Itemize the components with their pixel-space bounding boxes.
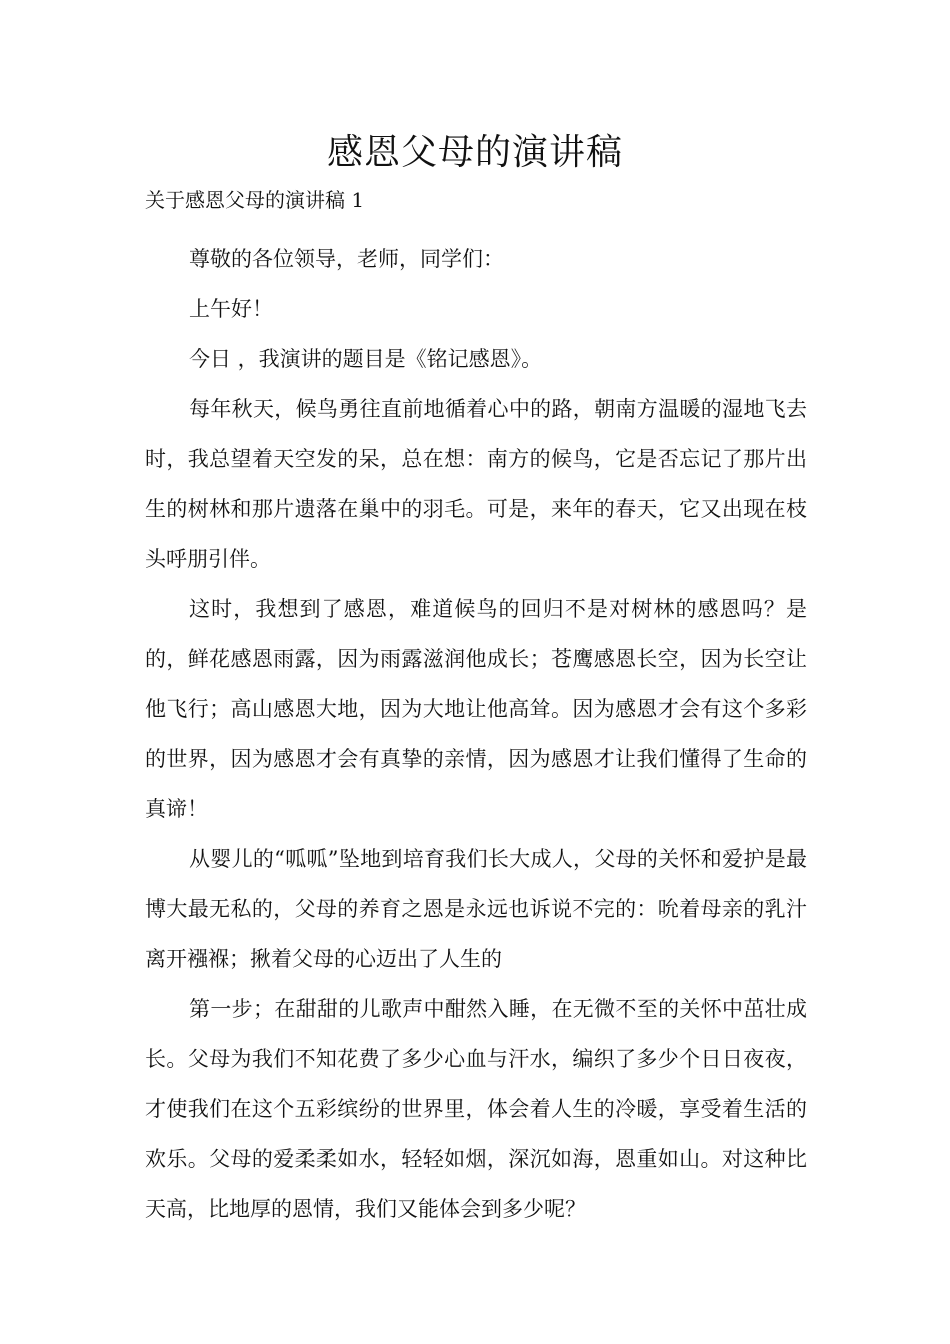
paragraph-first-step: 第一步；在甜甜的儿歌声中酣然入睡，在无微不至的关怀中茁壮成长。父母为我们不知花费了多少心血与汗水，编织了多少个日日夜夜，才使我们在这个五彩缤纷的世界里，体会着人生的冷暖，享受着生活的欢乐。父母的爱柔柔如水，轻轻如烟，深沉如海，恩重如山。对这种比天高，比地厚的恩情，我们又能体会到多少呢？: [145, 997, 807, 1221]
paragraph-greeting: 尊敬的各位领导，老师，同学们：: [189, 247, 504, 271]
paragraph-topic: 今日 ，我演讲的题目是《铭记感恩》。: [189, 347, 543, 371]
paragraph-good-morning: 上午好！: [189, 297, 273, 321]
paragraph-migratory-birds: 每年秋天，候鸟勇往直前地循着心中的路，朝南方温暖的湿地飞去时，我总望着天空发的呆，总在想：南方的候鸟，它是否忘记了那片出生的树林和那片遗落在巢中的羽毛。可是，来年的春天，它又出现在枝头呼朋引伴。: [145, 397, 807, 571]
document-body: [145, 234, 807, 1234]
paragraph-gratitude: 这时，我想到了感恩，难道候鸟的回归不是对树林的感恩吗？是的，鲜花感恩雨露，因为雨露滋润他成长；苍鹰感恩长空，因为长空让他飞行；高山感恩大地，因为大地让他高耸。因为感恩才会有这个多彩的世界，因为感恩才会有真挚的亲情，因为感恩才让我们懂得了生命的真谛！: [145, 597, 807, 821]
document-subtitle: 关于感恩父母的演讲稿 1: [145, 188, 365, 212]
document-title: 感恩父母的演讲稿: [326, 132, 623, 173]
paragraph-parents-love: 从婴儿的“呱呱”坠地到培育我们长大成人，父母的关怀和爱护是最博大最无私的，父母的养育之恩是永远也诉说不完的：吮着母亲的乳汁离开襁褓；揪着父母的心迈出了人生的: [145, 847, 807, 971]
